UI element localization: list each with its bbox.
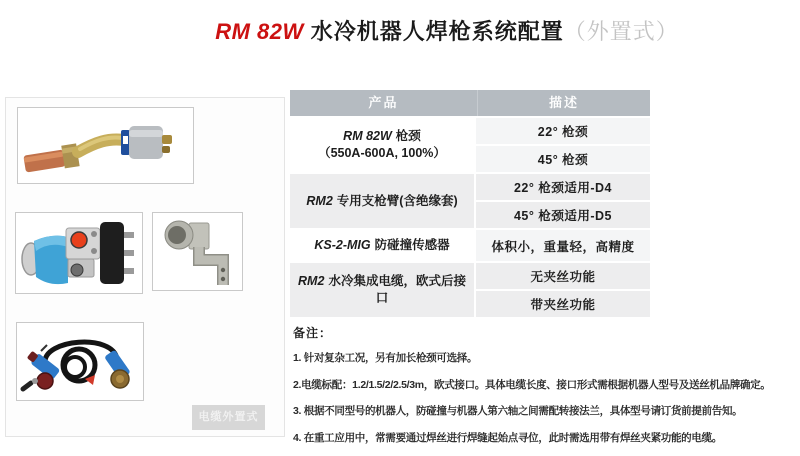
column-header-product: 产品 [290,90,478,116]
note-item: 2.电缆标配：1.2/1.5/2/2.5/3m，欧式接口。具体电缆长度、接口形式需根据机器人型号及送丝机品牌确定。 [293,378,771,391]
table-row [290,116,650,172]
description-cell: 体积小，重量轻，高精度 [476,230,650,261]
product-cell [290,263,476,317]
product-model: RM2 [306,193,333,208]
description-cell: 22° 枪颈 [476,118,650,144]
product-model: RM 82W [343,129,392,143]
notes-label: 备注： [293,326,333,340]
support-arm-image [152,212,243,291]
collision-sensor-image [15,212,143,294]
page-title-main: 水冷机器人焊枪系统配置 [310,19,564,44]
table-row [290,228,650,261]
description-cell: 45° 枪颈 [476,144,650,172]
product-name: 防碰撞传感器 [374,238,450,252]
cable-external-badge: 电缆外置式 [192,405,265,430]
notes-section [293,324,798,456]
product-model: KS-2-MIG [314,238,371,252]
column-header-description: 描述 [548,95,579,110]
torch-neck-image [17,107,194,184]
torch-neck-icon [18,108,193,183]
spec-table [290,90,650,317]
collision-sensor-icon [16,213,142,293]
description-cell: 带夹丝功能 [476,289,650,317]
product-subtext: （550A-600A, 100%） [318,146,446,160]
water-cooled-cable-image [16,322,144,401]
product-images-panel [5,97,285,437]
description-cell: 22° 枪颈适用-D4 [476,174,650,200]
description-cell: 45° 枪颈适用-D5 [476,200,650,228]
table-row [290,261,650,317]
product-cell [290,118,476,172]
page-title-model: RM 82W [215,19,304,44]
note-item: 4. 在重工应用中，常需要通过焊丝进行焊缝起始点寻位，此时需选用带有焊丝夹紧功能的电缆。 [293,431,722,444]
note-item: 1. 针对复杂工况，另有加长枪颈可选择。 [293,352,478,364]
description-cell: 无夹丝功能 [476,263,650,289]
description-cells [476,230,650,261]
description-cells [476,263,650,317]
page-title-suffix: （外置式） [563,19,679,44]
description-cells [476,118,650,172]
spec-table-header [290,90,650,116]
product-model: RM2 [298,274,325,288]
page-title [94,16,800,48]
note-item: 3. 根据不同型号的机器人，防碰撞与机器人第六轴之间需配转接法兰，具体型号请订货前提前告知。 [293,405,743,417]
product-name: 水冷集成电缆，欧式后接口 [328,274,466,305]
water-cooled-cable-icon [17,323,143,400]
table-row [290,172,650,228]
product-cell [290,174,476,228]
description-cells [476,174,650,228]
product-name: 专用支枪臂(含绝缘套) [336,193,458,208]
product-cell [290,230,476,261]
product-name: 枪颈 [395,129,421,143]
support-arm-icon [153,213,242,290]
